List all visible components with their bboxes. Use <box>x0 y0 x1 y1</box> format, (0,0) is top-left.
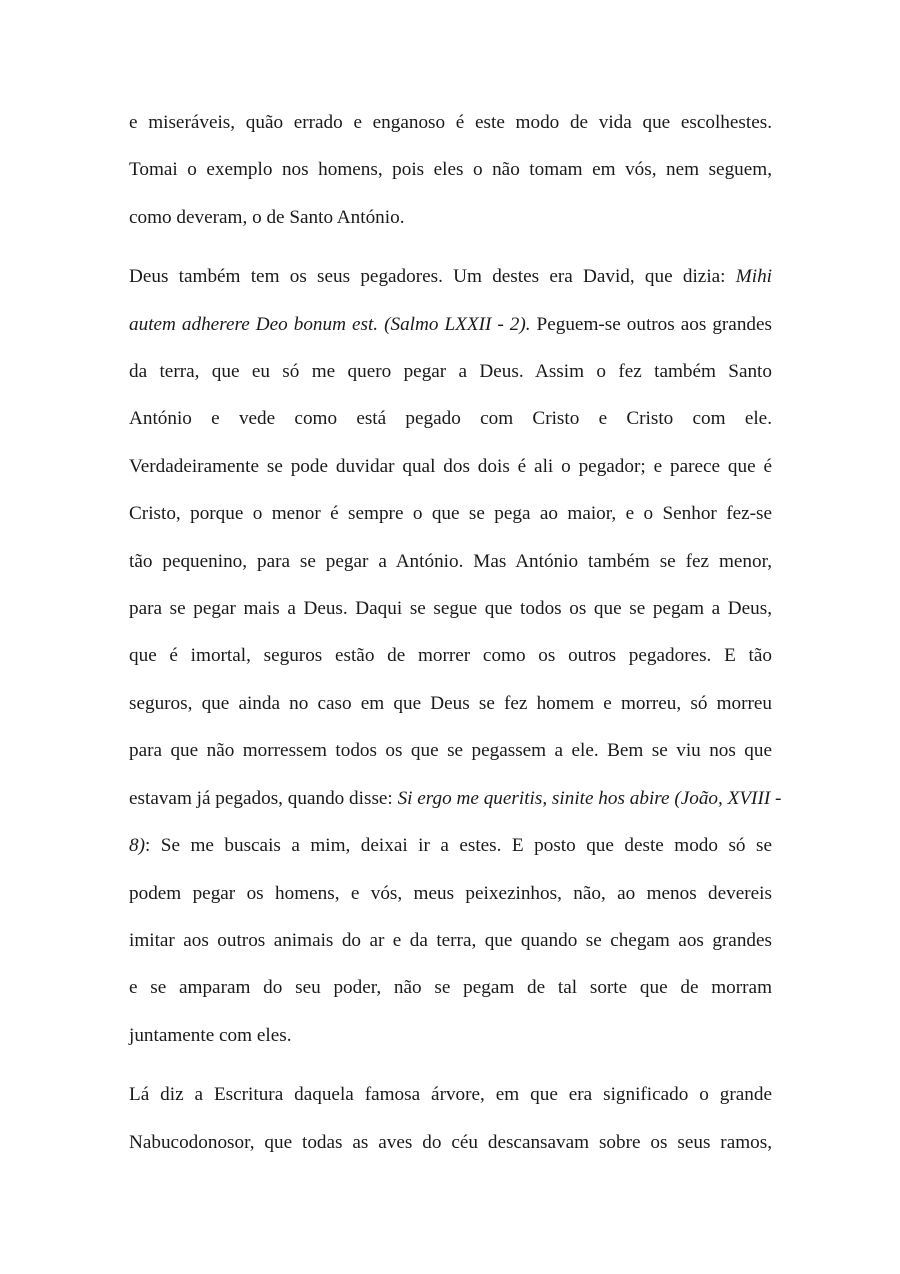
text-run: Cristo, porque o menor é sempre o que se pega ao maior, e o Senhor fez-se <box>129 503 772 525</box>
text-run: seguros, que ainda no caso em que Deus se fez homem e morreu, só morreu <box>129 692 772 714</box>
text-line <box>129 822 772 869</box>
text-line <box>129 917 772 964</box>
text-line <box>129 585 772 632</box>
body-paragraph <box>129 253 782 1059</box>
text-line <box>129 253 772 300</box>
text-line <box>129 1119 772 1166</box>
text-run: podem pegar os homens, e vós, meus peixezinhos, não, ao menos devereis <box>129 882 772 904</box>
text-run: : Se me buscais a mim, deixai ir a estes. E posto que deste modo só se <box>144 835 772 857</box>
text-run: Peguem-se outros aos grandes <box>530 313 772 335</box>
text-run: Verdadeiramente se pode duvidar qual dos dois é ali o pegador; e parece que é <box>129 455 772 477</box>
text-line <box>129 964 772 1011</box>
text-run: tão pequenino, para se pegar a António. Mas António também se fez menor, <box>129 550 772 572</box>
italic-citation: Si ergo me queritis, sinite hos abire (João, XVIII - <box>397 787 782 809</box>
text-run: António e vede como está pegado com Cristo e Cristo com ele. <box>129 408 772 430</box>
text-run: estavam já pegados, quando disse: <box>129 787 398 809</box>
text-line <box>129 1012 772 1059</box>
text-run: como deveram, o de Santo António. <box>129 206 405 228</box>
text-line <box>129 490 772 537</box>
text-line <box>129 395 772 442</box>
text-run: Deus também tem os seus pegadores. Um destes era David, que dizia: <box>129 266 736 288</box>
text-run: para se pegar mais a Deus. Daqui se segue que todos os que se pegam a Deus, <box>129 598 772 620</box>
text-run: e miseráveis, quão errado e enganoso é este modo de vida que escolhestes. <box>129 112 772 133</box>
text-line <box>129 146 772 193</box>
text-run: juntamente com eles. <box>129 1024 292 1046</box>
text-run: imitar aos outros animais do ar e da terra, que quando se chegam aos grandes <box>129 929 772 951</box>
document-page <box>129 99 782 1166</box>
body-paragraph <box>129 99 772 241</box>
text-line <box>129 632 772 679</box>
text-line <box>129 443 772 490</box>
text-line <box>129 538 772 585</box>
text-line <box>129 99 772 146</box>
italic-citation: 8) <box>129 835 145 857</box>
text-line <box>129 348 772 395</box>
text-line <box>129 194 772 241</box>
text-run: que é imortal, seguros estão de morrer como os outros pegadores. E tão <box>129 645 772 667</box>
text-run: Lá diz a Escritura daquela famosa árvore, em que era significado o grande <box>129 1084 772 1106</box>
text-line <box>129 727 772 774</box>
italic-citation: Mihi <box>735 266 772 288</box>
text-run: Tomai o exemplo nos homens, pois eles o não tomam em vós, nem seguem, <box>129 159 772 181</box>
text-line <box>129 775 782 822</box>
text-line <box>129 1071 772 1118</box>
text-run: para que não morressem todos os que se pegassem a ele. Bem se viu nos que <box>129 740 772 762</box>
text-line <box>129 870 772 917</box>
text-run: Nabucodonosor, que todas as aves do céu descansavam sobre os seus ramos, <box>129 1131 772 1153</box>
text-line <box>129 301 772 348</box>
body-paragraph <box>129 1071 772 1166</box>
italic-citation: autem adherere Deo bonum est. (Salmo LXXII - 2). <box>129 313 531 335</box>
text-run: e se amparam do seu poder, não se pegam de tal sorte que de morram <box>129 977 772 999</box>
text-line <box>129 680 772 727</box>
text-run: da terra, que eu só me quero pegar a Deus. Assim o fez também Santo <box>129 361 772 383</box>
